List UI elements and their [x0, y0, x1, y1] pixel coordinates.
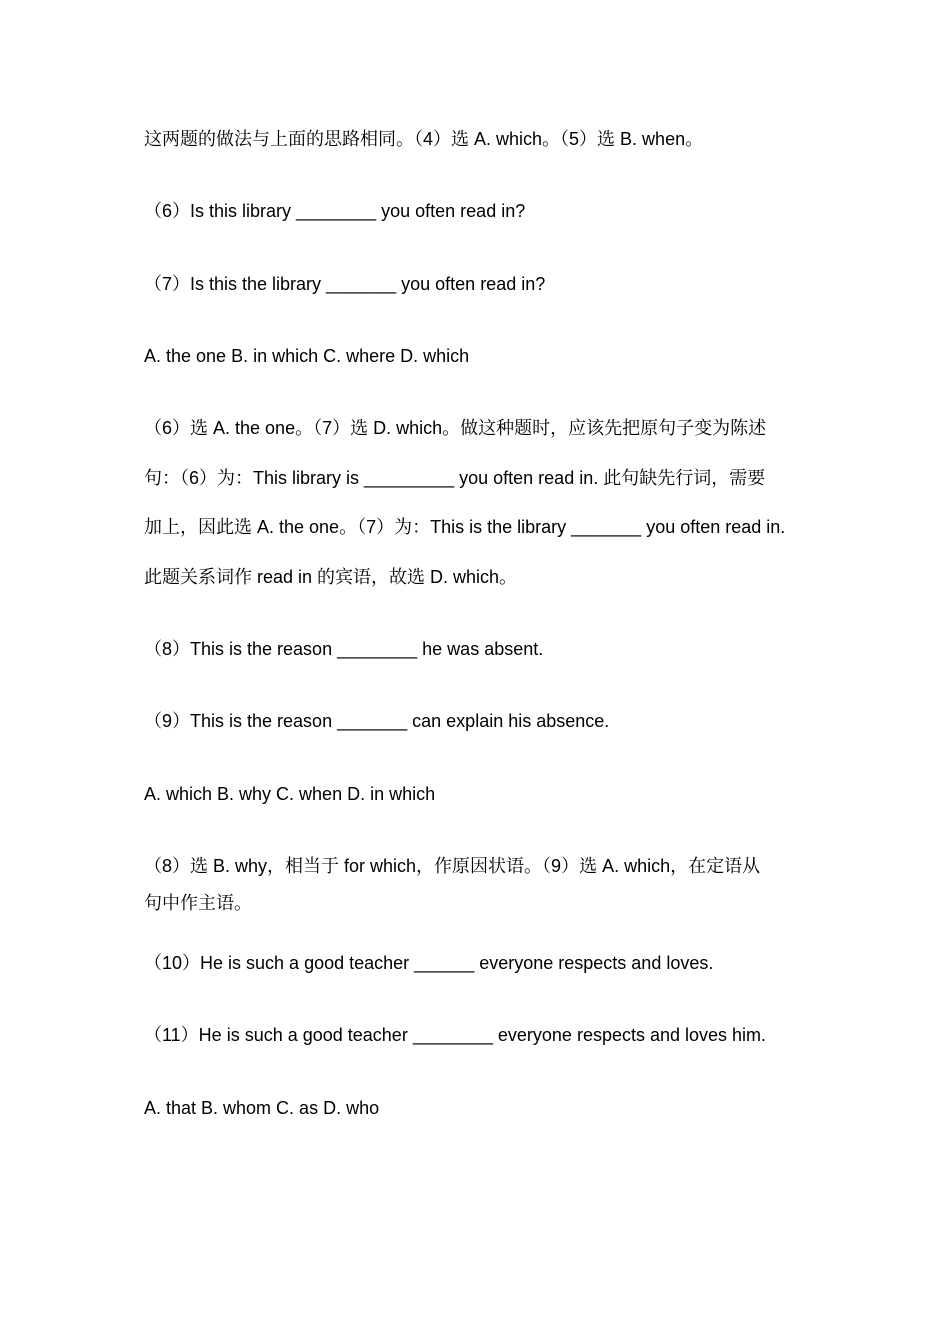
- question-8: （8）This is the reason ________ he was absent.: [144, 639, 544, 659]
- answer-6-7-line-1: （6）选 A. the one。（7）选 D. which。做这种题时，应该先把原句子变为陈述: [144, 418, 767, 438]
- answer-6-7-line-3: 加上，因此选 A. the one。（7）为：This is the library _______ you often read in.: [144, 517, 786, 537]
- explanation-line-4-5: 这两题的做法与上面的思路相同。（4）选 A. which。（5）选 B. when。: [144, 129, 704, 149]
- options-10-11: A. that B. whom C. as D. who: [144, 1098, 380, 1118]
- question-11: （11）He is such a good teacher ________ everyone respects and loves him.: [144, 1025, 767, 1045]
- answer-6-7-line-2: 句：（6）为：This library is _________ you often read in. 此句缺先行词，需要: [144, 468, 766, 488]
- question-7: （7）Is this the library _______ you often read in?: [144, 274, 546, 294]
- answer-6-7-line-4: 此题关系词作 read in 的宾语，故选 D. which。: [144, 567, 518, 587]
- question-10: （10）He is such a good teacher ______ everyone respects and loves.: [144, 953, 714, 973]
- answer-8-9-line-2: 句中作主语。: [144, 893, 252, 913]
- answer-8-9-line-1: （8）选 B. why，相当于 for which，作原因状语。（9）选 A. which，在定语从: [144, 856, 761, 876]
- options-8-9: A. which B. why C. when D. in which: [144, 784, 436, 804]
- question-9: （9）This is the reason _______ can explain his absence.: [144, 711, 610, 731]
- options-6-7: A. the one B. in which C. where D. which: [144, 346, 470, 366]
- question-6: （6）Is this library ________ you often read in?: [144, 201, 526, 221]
